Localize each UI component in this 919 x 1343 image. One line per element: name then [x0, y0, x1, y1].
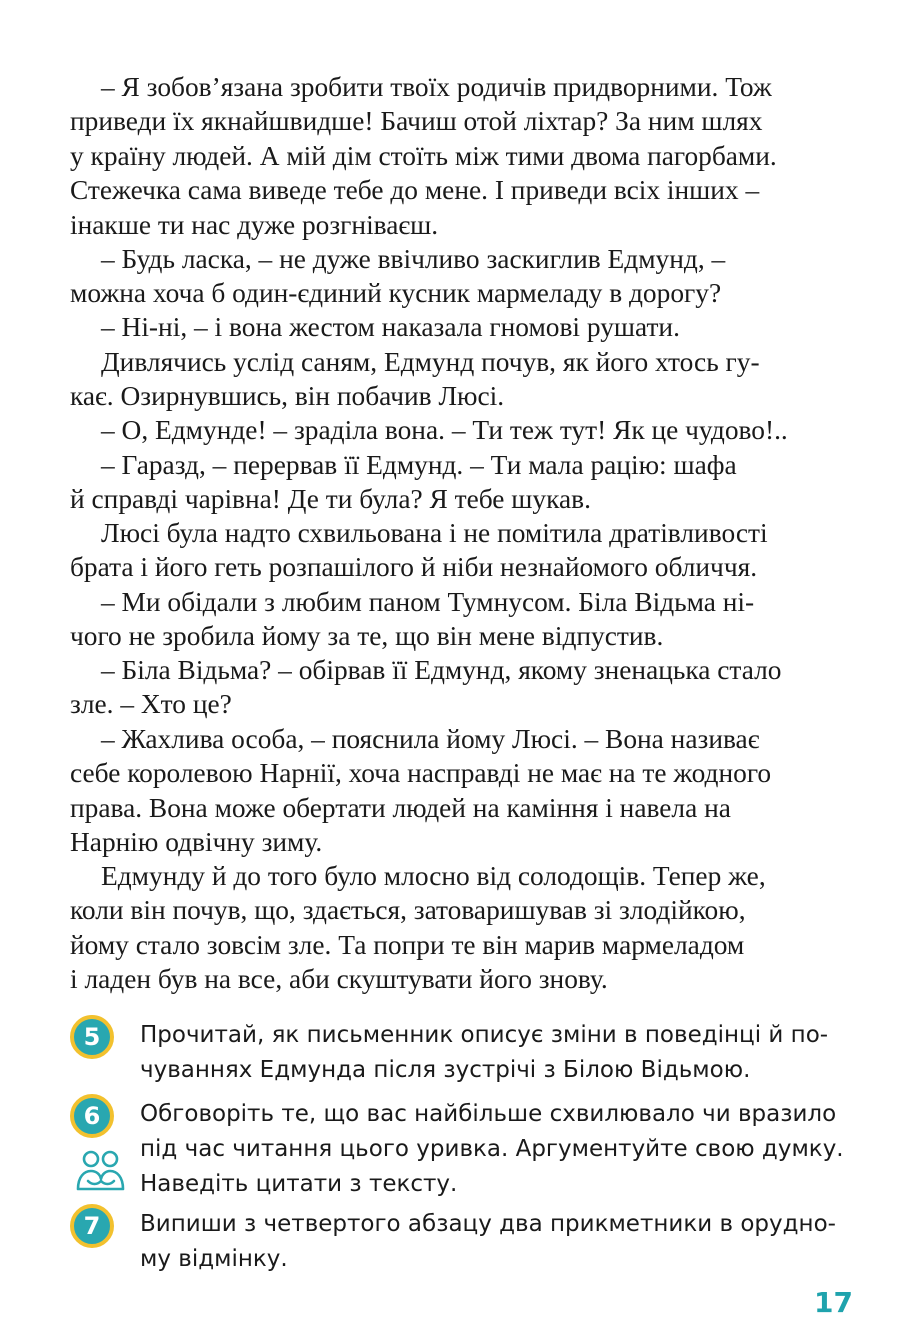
paragraph-9: – Біла Відьма? – обірвав її Едмунд, якому зненацька стало зле. – Хто це? — [70, 655, 782, 720]
task-text: Прочитай, як письменник описує зміни в поведінці й по- чуваннях Едмунда після зустрічі з Білою Відьмою. — [140, 1022, 829, 1083]
task-number-badge — [70, 1204, 114, 1248]
paragraph-8: – Ми обідали з любим паном Тумнусом. Біла Відьма ні- чого не зробила йому за те, що він мене відпустив. — [70, 587, 755, 652]
paragraph-3: – Ні-ні, – і вона жестом наказала гномові рушати. — [101, 312, 680, 342]
task-5 — [70, 1015, 860, 1095]
paragraph-7: Люсі була надто схвильована і не помітила дратівливості брата і його геть розпашілого й ніби незнайомого обличчя. — [70, 518, 768, 583]
paragraph-1: – Я зобов’язана зробити твоїх родичів придворними. Тож приведи їх якнайшвидше! Бачиш отой ліхтар? За ним шлях у країну людей. А мій дім стоїть між тими двома пагорбами. Стежечка сама виведе тебе до мене. І приведи всіх інших – інакше ти нас дуже розгніваєш. — [70, 72, 777, 240]
task-text: Випиши з четвертого абзацу два прикметники в орудно- му відмінку. — [140, 1211, 836, 1272]
paragraph-11: Едмунду й до того було млосно від солодощів. Тепер же, коли він почув, що, здається, затоваришував зі злодійкою, йому стало зовсім зле. Та попри те він марив мармеладом і ладен був на все, аби скуштувати його знову. — [70, 861, 766, 995]
paragraph-6: – Гаразд, – перервав її Едмунд. – Ти мала рацію: шафа й справді чарівна! Де ти була? Я тебе шукав. — [70, 450, 737, 515]
task-number-badge — [70, 1094, 114, 1138]
task-number-badge — [70, 1015, 114, 1059]
page-number: 17 — [814, 1286, 853, 1319]
pair-work-icon — [74, 1147, 128, 1195]
paragraph-2: – Будь ласка, – не дуже ввічливо заскиглив Едмунд, – можна хоча б один-єдиний кусник мармеладу в дорогу? — [70, 244, 726, 309]
paragraph-10: – Жахлива особа, – пояснила йому Люсі. – Вона називає себе королевою Нарнії, хоча насправді не має на те жодного права. Вона може обертати людей на каміння і навела на Нарнію одвічну зиму. — [70, 724, 772, 858]
task-6 — [70, 1094, 860, 1204]
task-number: 6 — [83, 1102, 101, 1130]
task-7 — [70, 1204, 860, 1284]
task-number: 7 — [83, 1212, 101, 1240]
task-number: 5 — [83, 1023, 101, 1051]
task-text: Обговоріть те, що вас найбільше схвилювало чи вразило під час читання цього уривка. Аргументуйте свою думку. Наведіть цитати з тексту. — [140, 1101, 844, 1197]
paragraph-4: Дивлячись услід саням, Едмунд почув, як його хтось гу- кає. Озирнувшись, він побачив Люсі. — [70, 347, 760, 412]
paragraph-5: – О, Едмунде! – зраділа вона. – Ти теж тут! Як це чудово!.. — [101, 415, 788, 445]
